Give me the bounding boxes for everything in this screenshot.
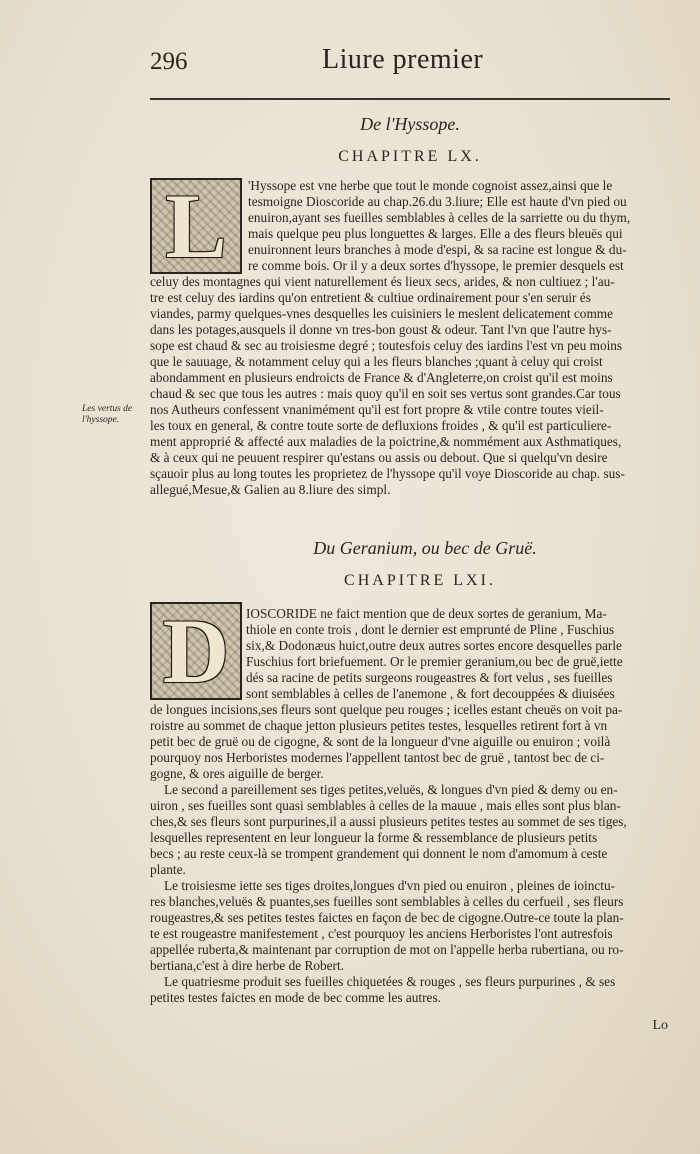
section-title-geranium: Du Geranium, ou bec de Gruë. bbox=[313, 538, 537, 558]
text-line: petites testes faictes en mode de bec comme les autres. bbox=[150, 990, 441, 1005]
text-line: becs ; au reste ceux-là se trompent grandement qui donnent le nom d'amomum à ceste bbox=[150, 846, 608, 861]
text-line: sope est chaud & sec au troisiesme degré ; toutesfois celuy des iardins l'est vn peu moins bbox=[150, 338, 623, 353]
text-line: de longues incisions,ses fleurs sont quelque peu rouges ; icelles estant cheuës on voit pa- bbox=[150, 702, 623, 717]
text-line: lesquelles representent en leur longueur la forme & ressemblance de plusieurs petits bbox=[150, 830, 598, 845]
text-line: enuiron,ayant ses fueilles semblables à celles de la sarriette ou du thym, bbox=[248, 210, 631, 225]
text-line: mais quelque peu plus longuettes & larges. Elle a des fleurs bleuës qui bbox=[248, 226, 623, 241]
text-line: pourquoy nos Herboristes modernes l'appellent tantost bec de gruë , tantost bec de ci- bbox=[150, 750, 605, 765]
text-line: six,& Dodonæus huict,outre deux autres sortes encore desquelles parle bbox=[246, 638, 622, 653]
text-line: bertiana,c'est à dire herbe de Robert. bbox=[150, 958, 344, 973]
text-line: nos Autheurs confessent vnanimément qu'il est fort propre & vtile contre toutes vieil- bbox=[150, 402, 604, 417]
dropcap-initial-l bbox=[150, 175, 242, 277]
text-line: appellée ruberta,& maintenant par corruption de mot on l'appelle herba rubertiana, ou ro- bbox=[150, 942, 624, 957]
margin-note: Les vertus de l'hyssope. bbox=[82, 404, 133, 425]
text-line: viandes, parmy quelques-vnes desquelles les cuisiniers le meslent delicatement comme bbox=[150, 306, 614, 321]
text-line: tre est celuy des iardins qu'on entretient & cultiue ordinairement pour s'en seruir és bbox=[150, 290, 591, 305]
text-line: IOSCORIDE ne faict mention que de deux sortes de geranium, Ma- bbox=[246, 606, 607, 621]
text-line: uiron , ses fueilles sont quasi semblables à celles de la mauue , mais elles sont plus blan- bbox=[150, 798, 621, 813]
text-line: celuy des montagnes qui vient naturellement és lieux secs, arides, & non cultiuez ; l'au- bbox=[150, 274, 615, 289]
text-line: chaud & sec que tous les autres : mais quoy qu'il en soit ses vertus sont grandes.Car tous bbox=[150, 386, 621, 401]
text-line: sçauoir plus au long toutes les proprietez de l'hyssope qu'il voye Dioscoride au chap. sus- bbox=[150, 466, 625, 481]
text-line: & à ceux qui ne peuuent respirer qu'estans ou assis ou debout. Que si quelqu'vn desire bbox=[150, 450, 608, 465]
text-line: Le second a pareillement ses tiges petites,veluës, & longues d'vn pied & demy ou en- bbox=[164, 782, 618, 797]
page-number: 296 bbox=[150, 48, 188, 75]
text-line: ment approprié & affecté aux maladies de la poictrine,& nommément aux Asthmatiques, bbox=[150, 434, 622, 449]
page-header bbox=[150, 44, 670, 84]
text-line: que le sauuage, & notamment celuy qui a les fleurs blanches ;quant à celuy qui croist bbox=[150, 354, 603, 369]
text-line: gogne, & ores aiguille de berger. bbox=[150, 766, 324, 781]
text-line: allegué,Mesue,& Galien au 8.liure des simpl. bbox=[150, 482, 391, 497]
dropcap-initial-d bbox=[150, 602, 242, 700]
text-line: Fuschius fort briefuement. Or le premier geranium,ou bec de gruë,iette bbox=[246, 654, 623, 669]
text-line: rougeastres,& ses petites testes faictes en façon de bec de cigogne.Outre-ce toute la plan- bbox=[150, 910, 624, 925]
header-rule bbox=[150, 98, 670, 100]
dropcap-letter: L bbox=[165, 175, 227, 277]
text-line: Le troisiesme iette ses tiges droites,longues d'vn pied ou enuiron , pleines de ioinctu- bbox=[164, 878, 616, 893]
text-line: res blanches,veluës & puantes,ses fueilles sont semblables à celles du cerfueil , ses fleurs bbox=[150, 894, 624, 909]
text-line: re comme bois. Or il y a deux sortes d'hyssope, le premier desquels est bbox=[248, 258, 624, 273]
text-line: thiole en conte trois , dont le dernier est emprunté de Pline , Fuschius bbox=[246, 622, 615, 637]
chapter-heading-lxi: CHAPITRE LXI. bbox=[344, 572, 496, 589]
text-line: plante. bbox=[150, 862, 186, 877]
text-line: les toux en general, & contre toute sorte de defluxions froides , & qu'il est particuliere- bbox=[150, 418, 612, 433]
text-line: sont semblables à celles de l'anemone , & fort decouppées & diuisées bbox=[246, 686, 615, 701]
running-title: Liure premier bbox=[322, 44, 484, 75]
text-line: tesmoigne Dioscoride au chap.26.du 3.liure; Elle est haute d'vn pied ou bbox=[248, 194, 627, 209]
text-line: dés sa racine de petits surgeons rougeastres & fort velus , ses fueilles bbox=[246, 670, 613, 685]
catchword: Lo bbox=[652, 1018, 668, 1033]
chapter-heading-lx: CHAPITRE LX. bbox=[338, 148, 482, 165]
text-line: te est rougeastre manifestement , c'est pourquoy les anciens Herboristes l'ont autresfois bbox=[150, 926, 613, 941]
text-line: petit bec de gruë ou de cigogne, & sont de la longueur d'vne aiguille ou enuiron ; voilà bbox=[150, 734, 611, 749]
text-line: enuironnent leurs branches à mode d'espi, & sa racine est longue & du- bbox=[248, 242, 627, 257]
text-line: Le quatriesme produit ses fueilles chiquetées & rouges , ses fleurs purpurines , & ses bbox=[164, 974, 616, 989]
dropcap-letter: D bbox=[162, 600, 230, 702]
section-title-hyssope: De l'Hyssope. bbox=[360, 114, 460, 134]
text-line: abondamment en plusieurs endroicts de France & d'Angleterre,on croist qu'il est moins bbox=[150, 370, 613, 385]
text-line: ches,& ses fleurs sont purpurines,il a aussi plusieurs petites testes au sommet de ses tiges, bbox=[150, 814, 627, 829]
text-line: dans les potages,ausquels il donne vn tres-bon goust & odeur. Tant l'vn que l'autre hys- bbox=[150, 322, 612, 337]
text-line: 'Hyssope est vne herbe que tout le monde cognoist assez,ainsi que le bbox=[248, 178, 613, 193]
text-line: roistre au sommet de chaque jetton plusieurs petites testes, lesquelles retirent fort à vn bbox=[150, 718, 608, 733]
